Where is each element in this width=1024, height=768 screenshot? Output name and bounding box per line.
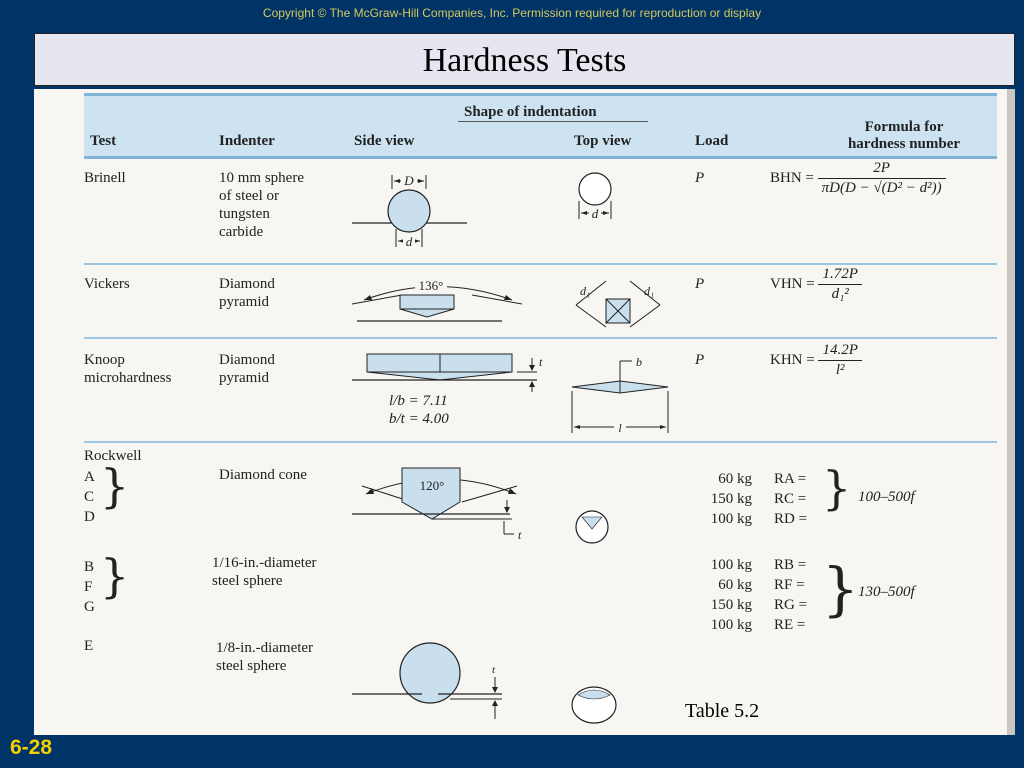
brinell-top-view-figure [568, 171, 628, 231]
header-formula-line1: Formula for [864, 119, 944, 135]
row-rule-2 [84, 337, 997, 339]
rockwell-scale-e: E [84, 638, 94, 654]
knoop-top-view-figure [568, 351, 678, 435]
hardness-table [34, 89, 1015, 735]
rockwell-scales-acd [84, 467, 95, 527]
slide-title: Hardness Tests [34, 33, 1015, 86]
knoop-indenter-line1: Diamond [219, 352, 275, 368]
rockwell-sphere-top-view-figure [568, 685, 628, 725]
rockwell-formula-rd: RD = [774, 511, 808, 527]
rockwell-formula-rc: RC = [774, 491, 807, 507]
table-caption: Table 5.2 [685, 700, 760, 722]
copyright-notice: Copyright © The McGraw-Hill Companies, Inc. Permission required for reproduction or display [262, 6, 762, 20]
knoop-load: P [695, 352, 705, 368]
vickers-top-label-d1-right: d₁ [644, 284, 655, 298]
header-rule-bottom [84, 156, 997, 159]
rockwell-indenter-1-16-line1: 1/16-in.-diameter [212, 555, 317, 571]
rockwell-cone-label-t: t [518, 528, 522, 542]
vickers-formula-lhs: VHN = [770, 275, 815, 292]
knoop-formula-numerator: 14.2P [818, 342, 861, 361]
brinell-side-view-figure [352, 171, 472, 251]
header-load: Load [695, 133, 729, 149]
rockwell-load-a: 60 kg [718, 471, 752, 487]
header-shape-rule [458, 121, 648, 122]
knoop-indenter-line2: pyramid [219, 370, 269, 386]
header-top-view: Top view [574, 133, 632, 149]
brinell-indenter-line3: tungsten [219, 206, 270, 222]
knoop-ratio-b-t: b/t = 4.00 [389, 411, 449, 427]
rockwell-indenter-1-16 [212, 554, 317, 590]
knoop-side-view-figure [352, 352, 552, 392]
rockwell-load-c: 150 kg [710, 491, 752, 507]
rockwell-formulas-bfge [774, 555, 807, 635]
vickers-formula-denominator: d₁² [831, 286, 849, 302]
vickers-indenter-line1: Diamond [219, 276, 275, 292]
brinell-formula-fraction [818, 160, 946, 197]
knoop-test-line1: Knoop [84, 352, 125, 368]
vickers-formula-numerator: 1.72P [818, 266, 861, 285]
header-shape-of-indentation: Shape of indentation [464, 104, 597, 120]
rockwell-load-g: 150 kg [710, 597, 752, 613]
knoop-formula-denominator: l² [835, 362, 845, 378]
rockwell-loads-acd [704, 469, 752, 529]
rockwell-scale-b: B [84, 559, 95, 575]
vickers-side-view-figure [352, 277, 522, 327]
knoop-formula [770, 342, 862, 379]
header-test: Test [90, 133, 117, 149]
rockwell-indenter-1-8-line1: 1/8-in.-diameter [216, 640, 314, 656]
vickers-angle-label: 136° [418, 278, 444, 293]
rockwell-indenter-1-16-line2: steel sphere [212, 573, 283, 589]
rockwell-scale-a: A [84, 469, 95, 485]
knoop-ratio-l-b: l/b = 7.11 [389, 393, 448, 409]
rockwell-formula-re: RE = [774, 617, 806, 633]
rockwell-result-bfge: 130–500f [858, 584, 915, 600]
knoop-formula-lhs: KHN = [770, 351, 815, 368]
rockwell-scale-c: C [84, 489, 95, 505]
row-rule-1 [84, 263, 997, 265]
rockwell-formulas-acd [774, 469, 807, 529]
knoop-top-label-b: b [636, 355, 642, 369]
rockwell-cone-angle-label: 120° [419, 478, 445, 493]
vickers-load: P [695, 276, 705, 292]
brinell-formula-numerator: 2P [818, 160, 946, 179]
rockwell-formula-rf: RF = [774, 577, 805, 593]
rockwell-load-b: 100 kg [710, 557, 752, 573]
rockwell-loads-bfge [704, 555, 752, 635]
rockwell-brace-bfg: } [100, 549, 130, 603]
rockwell-load-e: 100 kg [710, 617, 752, 633]
brinell-indenter [219, 169, 304, 241]
rockwell-scale-d: D [84, 509, 95, 525]
knoop-test-line2: microhardness [84, 370, 172, 386]
rockwell-scales-bfg [84, 557, 95, 617]
rockwell-load-d: 100 kg [710, 511, 752, 527]
vickers-indenter-line2: pyramid [219, 294, 269, 310]
rockwell-load-f: 60 kg [718, 577, 752, 593]
brinell-indenter-line2: of steel or [219, 188, 279, 204]
rockwell-scale-f: F [84, 579, 93, 595]
knoop-test [84, 351, 171, 387]
brinell-indenter-line4: carbide [219, 224, 264, 240]
brinell-formula [770, 160, 946, 197]
rockwell-result-acd: 100–500f [858, 489, 915, 505]
rockwell-formula-rg: RG = [774, 597, 808, 613]
slide-number: 6-28 [10, 736, 53, 759]
header-side-view: Side view [354, 133, 415, 149]
rockwell-formula-brace-bfge: } [822, 555, 859, 623]
brinell-formula-lhs: BHN = [770, 169, 814, 186]
brinell-formula-denominator: πD(D − √(D² − d²)) [821, 180, 942, 196]
vickers-top-view-figure [568, 275, 668, 333]
brinell-load: P [695, 170, 705, 186]
brinell-side-label-d: d [405, 234, 413, 249]
rockwell-indenter-cone: Diamond cone [219, 467, 307, 483]
vickers-top-label-d1-left: d₁ [580, 284, 591, 298]
vickers-test: Vickers [84, 276, 130, 292]
rockwell-indenter-1-8 [216, 639, 313, 675]
rockwell-test: Rockwell [84, 448, 142, 464]
rockwell-brace-acd: } [100, 459, 130, 513]
header-formula [814, 119, 994, 153]
row-rule-3 [84, 441, 997, 443]
brinell-side-label-D: D [404, 173, 414, 188]
header-formula-line2: hardness number [847, 136, 961, 152]
brinell-indenter-line1: 10 mm sphere [219, 170, 304, 186]
rockwell-indenter-1-8-line2: steel sphere [216, 658, 287, 674]
knoop-indenter [219, 351, 275, 387]
rockwell-sphere-label-t: t [492, 664, 496, 676]
knoop-ratios [389, 392, 449, 428]
brinell-test: Brinell [84, 170, 126, 186]
rockwell-sphere-side-view-figure [352, 641, 512, 723]
vickers-formula [770, 266, 862, 303]
brinell-top-label-d: d [591, 206, 599, 221]
vickers-formula-fraction [818, 266, 861, 303]
rockwell-formula-ra: RA = [774, 471, 807, 487]
rockwell-scale-g: G [84, 599, 95, 615]
knoop-formula-fraction [818, 342, 861, 379]
header-indenter: Indenter [219, 133, 275, 149]
rockwell-formula-rb: RB = [774, 557, 807, 573]
knoop-top-label-l: l [618, 421, 622, 435]
rockwell-formula-brace-acd: } [822, 461, 852, 515]
knoop-side-label-t: t [539, 355, 543, 369]
rockwell-cone-top-view-figure [568, 509, 618, 547]
vickers-indenter [219, 275, 275, 311]
rockwell-cone-side-view-figure [352, 464, 532, 542]
